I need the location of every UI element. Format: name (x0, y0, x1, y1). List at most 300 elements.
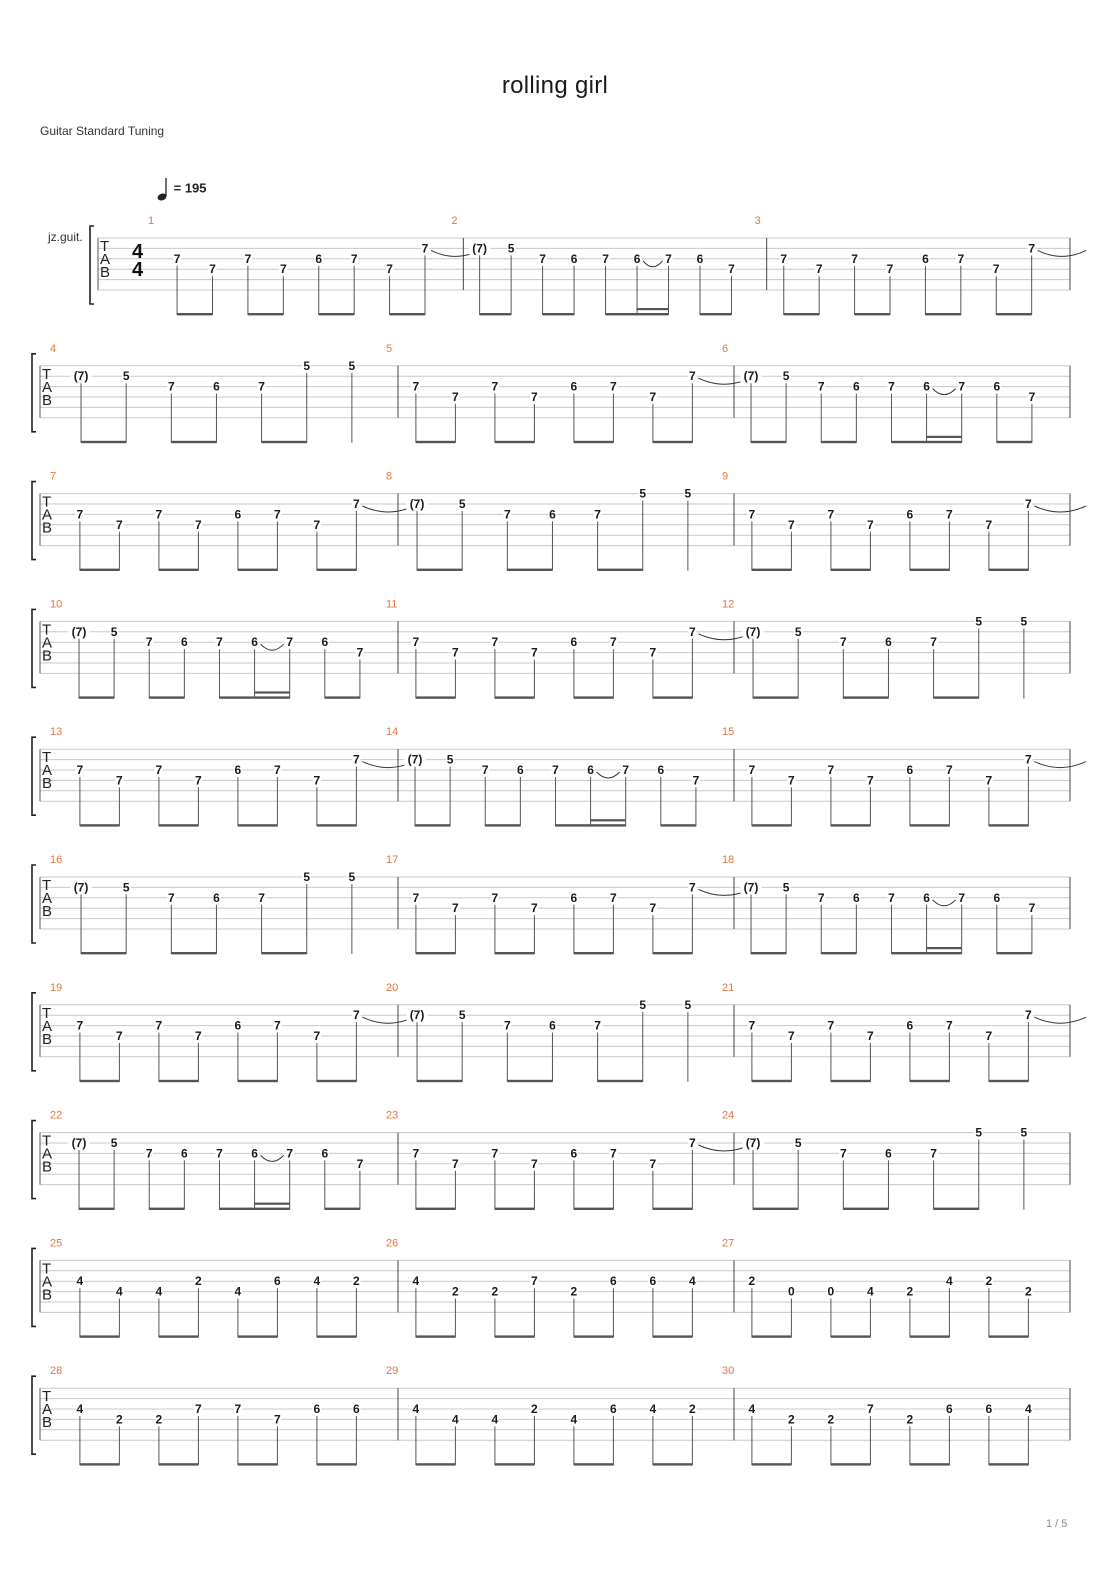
fret-number: 5 (122, 880, 130, 895)
beam (751, 441, 786, 443)
fret-number: 7 (167, 379, 175, 394)
beam (891, 952, 961, 954)
fret-number: 6 (587, 763, 594, 777)
fret-number: 7 (286, 1146, 294, 1161)
tab-clef-letter: B (42, 391, 53, 409)
fret-number: 6 (181, 635, 188, 650)
measure-number: 29 (386, 1365, 399, 1378)
beam (574, 1208, 614, 1210)
tab-clef-letter: A (42, 1273, 53, 1291)
fret-number: 5 (122, 369, 130, 384)
fret-number: 7 (503, 1018, 511, 1033)
fret-number: 7 (692, 773, 700, 788)
fret-number: 7 (452, 901, 459, 916)
fret-number: 6 (570, 251, 578, 266)
beam (598, 569, 643, 571)
fret-number: 7 (274, 1018, 281, 1033)
beam (843, 696, 888, 698)
fret-number: 7 (421, 241, 429, 256)
beam (543, 313, 574, 315)
fret-number: 7 (1028, 390, 1036, 404)
fret-number: 6 (906, 507, 914, 522)
tie-arc (933, 900, 956, 906)
fret-number: 5 (458, 1008, 466, 1023)
measure-number: 10 (50, 598, 63, 611)
fret-number: 7 (491, 1146, 499, 1161)
beam (574, 1335, 614, 1337)
tab-clef-letter: T (42, 365, 52, 383)
fret-number: 6 (251, 1146, 258, 1161)
fret-number: 0 (788, 1284, 795, 1299)
fret-number: 2 (827, 1412, 835, 1427)
fret-number: 7 (665, 251, 672, 266)
tab-clef-letter: T (42, 1260, 52, 1278)
measure-number: 16 (50, 854, 63, 866)
fret-number: 7 (353, 1008, 360, 1023)
system-bracket (32, 482, 36, 560)
fret-number: 6 (570, 635, 578, 650)
beam (317, 1335, 357, 1337)
fret-number: 7 (930, 1146, 937, 1161)
beam (149, 696, 184, 698)
fret-number: 4 (570, 1412, 578, 1427)
fret-number: 7 (888, 890, 895, 905)
beam (843, 1208, 888, 1210)
beam (855, 313, 890, 315)
beam (495, 1463, 535, 1465)
measure-number: 6 (722, 342, 729, 355)
beam (149, 1208, 184, 1210)
beam (653, 441, 693, 443)
fret-number: 6 (213, 890, 220, 905)
tie-arc (643, 261, 662, 267)
fret-number: 5 (782, 880, 790, 895)
fret-number: 5 (348, 870, 356, 884)
tie-arc (933, 389, 956, 395)
fret-number: 6 (633, 251, 641, 266)
fret-number: 7 (946, 507, 953, 522)
fret-number: 7 (452, 1156, 459, 1171)
fret-number: 7 (817, 890, 825, 905)
system-bracket (32, 354, 36, 432)
fret-number: 7 (1028, 241, 1036, 256)
fret-number: (7) (743, 880, 759, 895)
beam-sixteenth (637, 308, 668, 310)
beam (416, 1463, 456, 1465)
fret-number: (7) (472, 241, 487, 256)
fret-number: 6 (922, 251, 929, 266)
beam (159, 824, 199, 826)
fret-number: 7 (594, 507, 601, 522)
fret-number: 6 (313, 1402, 321, 1416)
beam (910, 1080, 950, 1082)
tab-clef-letter: T (42, 749, 52, 767)
fret-number: 7 (76, 1018, 84, 1033)
fret-number: (7) (73, 880, 89, 895)
beam (574, 1463, 614, 1465)
fret-number: 5 (446, 752, 454, 767)
fret-number: 7 (116, 1029, 123, 1043)
fret-number: 4 (412, 1274, 420, 1289)
fret-number: 4 (491, 1412, 499, 1427)
beam (752, 1463, 792, 1465)
fret-number: 5 (639, 997, 647, 1012)
fret-number: 4 (155, 1284, 163, 1299)
fret-number: 7 (531, 901, 538, 916)
measure-number: 12 (722, 598, 735, 611)
tab-clef-letter: A (42, 506, 53, 524)
beam (485, 824, 520, 826)
fret-number: 2 (985, 1274, 993, 1289)
beam (79, 1208, 114, 1210)
fret-number: 5 (458, 497, 466, 511)
beam (891, 441, 961, 443)
tie-arc (1034, 1017, 1086, 1023)
beam (80, 1335, 120, 1337)
beam (997, 441, 1032, 443)
system-bracket (32, 865, 36, 943)
fret-number: 2 (788, 1412, 795, 1427)
fret-number: 7 (817, 379, 825, 394)
fret-number: 7 (209, 262, 216, 277)
fret-number: 2 (116, 1412, 123, 1427)
fret-number: 7 (116, 517, 123, 532)
fret-number: 7 (815, 262, 823, 277)
fret-number: 5 (975, 614, 983, 629)
fret-number: 6 (234, 507, 242, 522)
fret-number: 7 (76, 763, 84, 777)
fret-number: 7 (1025, 497, 1032, 511)
fret-number: 7 (867, 517, 874, 532)
fret-number: 7 (539, 251, 546, 266)
fret-number: 2 (906, 1412, 914, 1427)
fret-number: 7 (649, 1156, 657, 1171)
beam (661, 824, 696, 826)
system-bracket (32, 993, 36, 1071)
fret-number: 7 (958, 379, 966, 394)
beam (821, 441, 856, 443)
fret-number: 5 (348, 358, 356, 373)
fret-number: 7 (481, 763, 489, 777)
fret-number: 7 (313, 1029, 321, 1043)
fret-number: 2 (531, 1402, 538, 1416)
measure-number: 13 (50, 726, 63, 739)
fret-number: 7 (788, 1029, 795, 1043)
fret-number: (7) (73, 369, 89, 384)
fret-number: 7 (946, 1018, 953, 1033)
beam (598, 1080, 643, 1082)
fret-number: (7) (71, 624, 87, 639)
beam (417, 569, 462, 571)
fret-number: (7) (409, 497, 425, 511)
fret-number: 7 (216, 1146, 223, 1161)
beam-sixteenth (255, 1203, 290, 1205)
fret-number: (7) (745, 624, 761, 639)
fret-number: 6 (274, 1274, 281, 1289)
fret-number: 7 (780, 251, 788, 266)
tie-arc (362, 1017, 414, 1023)
fret-number: 7 (689, 624, 696, 639)
beam (910, 569, 950, 571)
beam (495, 952, 535, 954)
beam (574, 696, 614, 698)
fret-number: 4 (649, 1402, 657, 1416)
fret-number: 7 (888, 379, 895, 394)
fret-number: 7 (649, 901, 657, 916)
beam (416, 696, 456, 698)
fret-number: 7 (1025, 752, 1032, 767)
beam (831, 569, 871, 571)
tab-clef-letter: A (42, 634, 53, 652)
beam (416, 1335, 456, 1337)
tie-arc (261, 1155, 284, 1161)
fret-number: (7) (71, 1136, 87, 1150)
beam (416, 1208, 456, 1210)
fret-number: 7 (886, 262, 894, 277)
fret-number: 7 (1025, 1008, 1032, 1023)
fret-number: 4 (689, 1274, 696, 1289)
fret-number: 4 (412, 1402, 420, 1416)
fret-number: 7 (195, 773, 202, 788)
fret-number: 7 (610, 890, 617, 905)
beam (507, 569, 552, 571)
beam (317, 569, 357, 571)
beam (262, 441, 307, 443)
fret-number: 7 (985, 1029, 993, 1043)
beam (653, 1208, 693, 1210)
fret-number: 4 (116, 1284, 123, 1299)
measure-number: 15 (722, 726, 735, 739)
beam (753, 1208, 798, 1210)
fret-number: 6 (906, 1018, 914, 1033)
fret-number: 5 (782, 369, 790, 384)
measure-number: 18 (722, 854, 735, 866)
fret-number: 7 (145, 1146, 153, 1161)
beam (319, 313, 354, 315)
fret-number: 7 (258, 379, 265, 394)
fret-number: 5 (303, 358, 311, 373)
tab-clef-letter: T (42, 493, 52, 511)
system-bracket (32, 1248, 36, 1326)
fret-number: 6 (993, 890, 1001, 905)
fret-number: 6 (315, 251, 323, 266)
measure-number: 1 (148, 215, 155, 227)
beam (81, 441, 126, 443)
beam (80, 1080, 120, 1082)
fret-number: 7 (313, 773, 321, 788)
time-signature-digit: 4 (132, 241, 144, 263)
fret-number: 7 (155, 763, 163, 777)
fret-number: 7 (167, 890, 175, 905)
beam (238, 1335, 278, 1337)
fret-number: 7 (992, 262, 1000, 277)
beam (653, 1335, 693, 1337)
fret-number: 4 (76, 1402, 84, 1416)
beam (81, 952, 126, 954)
beam (831, 1335, 871, 1337)
fret-number: 7 (867, 1029, 874, 1043)
fret-number: 4 (1025, 1402, 1032, 1416)
fret-number: 7 (602, 251, 609, 266)
fret-number: 6 (906, 763, 914, 777)
measure-number: 27 (722, 1237, 735, 1250)
fret-number: 7 (689, 880, 696, 895)
beam-sixteenth (927, 436, 962, 438)
beam (238, 824, 278, 826)
tab-clef-letter: T (100, 238, 110, 255)
fret-number: 4 (867, 1284, 874, 1299)
fret-number: 7 (531, 390, 538, 404)
fret-number: 7 (957, 251, 965, 266)
fret-number: 7 (412, 379, 420, 394)
fret-number: 7 (195, 1402, 202, 1416)
fret-number: 7 (827, 507, 835, 522)
fret-number: 6 (853, 890, 860, 905)
fret-number: 6 (321, 635, 329, 650)
fret-number: 7 (195, 517, 202, 532)
beam (495, 1335, 535, 1337)
fret-number: 7 (286, 635, 294, 650)
fret-number: 6 (885, 635, 892, 650)
beam (934, 696, 979, 698)
beam (910, 1335, 950, 1337)
fret-number: 6 (234, 763, 242, 777)
fret-number: 7 (258, 890, 265, 905)
tie-arc (362, 506, 414, 512)
fret-number: 7 (313, 517, 321, 532)
fret-number: 5 (794, 1136, 802, 1150)
fret-number: 7 (689, 369, 696, 384)
tab-clef-letter: B (42, 519, 53, 537)
fret-number: 6 (985, 1402, 993, 1416)
tab-clef-letter: B (42, 775, 53, 793)
beam (821, 952, 856, 954)
fret-number: 5 (794, 624, 802, 639)
beam (752, 1080, 792, 1082)
tab-clef-letter: A (42, 1401, 53, 1419)
tab-clef-letter: A (42, 762, 53, 780)
fret-number: 2 (491, 1284, 499, 1299)
beam (248, 313, 283, 315)
beam (831, 1080, 871, 1082)
fret-number: 5 (110, 624, 118, 639)
beam (238, 569, 278, 571)
fret-number: 5 (975, 1125, 983, 1140)
beam (238, 1463, 278, 1465)
measure-number: 21 (722, 981, 735, 994)
beam (219, 696, 289, 698)
measure-number: 23 (386, 1109, 399, 1122)
beam (495, 441, 535, 443)
fret-number: 7 (649, 645, 657, 660)
fret-number: 7 (155, 507, 163, 522)
tuning-label: Guitar Standard Tuning (40, 124, 165, 138)
tie-arc (1034, 506, 1086, 512)
measure-number: 5 (386, 342, 393, 355)
measure-number: 7 (50, 470, 57, 483)
system-bracket (32, 1121, 36, 1199)
fret-number: 7 (274, 507, 281, 522)
measure-number: 25 (50, 1237, 63, 1250)
beam (80, 1463, 120, 1465)
fret-number: 7 (491, 890, 499, 905)
tab-clef-letter: B (42, 1030, 53, 1048)
tab-clef-letter: T (42, 621, 52, 639)
system-bracket (32, 737, 36, 815)
fret-number: 2 (570, 1284, 578, 1299)
beam (751, 952, 786, 954)
fret-number: 2 (155, 1412, 163, 1427)
fret-number: 2 (1025, 1284, 1032, 1299)
fret-number: 7 (839, 1146, 847, 1161)
fret-number: 7 (353, 497, 360, 511)
fret-number: 7 (155, 1018, 163, 1033)
fret-number: 7 (867, 773, 874, 788)
fret-number: 6 (946, 1402, 953, 1416)
fret-number: 7 (279, 262, 287, 277)
fret-number: 7 (728, 262, 735, 277)
fret-number: 7 (839, 635, 847, 650)
fret-number: 4 (76, 1274, 84, 1289)
fret-number: 6 (610, 1274, 617, 1289)
fret-number: 6 (234, 1018, 242, 1033)
tie-arc (1034, 762, 1086, 768)
measure-number: 20 (386, 981, 399, 994)
fret-number: 7 (827, 763, 835, 777)
beam (171, 441, 216, 443)
measure-number: 24 (722, 1109, 735, 1122)
beam (415, 824, 450, 826)
fret-number: 5 (507, 241, 515, 256)
beam (325, 696, 360, 698)
fret-number: 2 (689, 1402, 696, 1416)
fret-number: 6 (649, 1274, 657, 1289)
fret-number: 6 (885, 1146, 892, 1161)
fret-number: 7 (452, 390, 459, 404)
measure-number: 26 (386, 1237, 399, 1250)
fret-number: 4 (946, 1274, 953, 1289)
beam (997, 952, 1032, 954)
tab-clef-letter: A (42, 890, 53, 907)
beam (390, 313, 425, 315)
fret-number: 7 (958, 890, 966, 905)
fret-number: 7 (356, 645, 364, 660)
beam (416, 952, 456, 954)
tab-clef-letter: B (100, 264, 111, 281)
system-bracket (32, 1376, 36, 1454)
fret-number: 7 (610, 379, 617, 394)
fret-number: 7 (930, 635, 937, 650)
beam-sixteenth (927, 947, 962, 949)
fret-number: 7 (412, 890, 420, 905)
fret-number: 6 (923, 890, 930, 905)
beam (606, 313, 669, 315)
beam (910, 1463, 950, 1465)
fret-number: 2 (452, 1284, 459, 1299)
fret-number: 4 (452, 1412, 459, 1427)
beam (80, 569, 120, 571)
fret-number: 6 (517, 763, 524, 777)
fret-number: 7 (452, 645, 459, 660)
fret-number: 7 (491, 635, 499, 650)
fret-number: 7 (552, 763, 559, 777)
fret-number: 7 (274, 763, 281, 777)
beam (989, 1335, 1029, 1337)
beam (752, 1335, 792, 1337)
fret-number: (7) (743, 369, 759, 384)
beam (752, 569, 792, 571)
fret-number: 5 (1020, 1125, 1028, 1140)
